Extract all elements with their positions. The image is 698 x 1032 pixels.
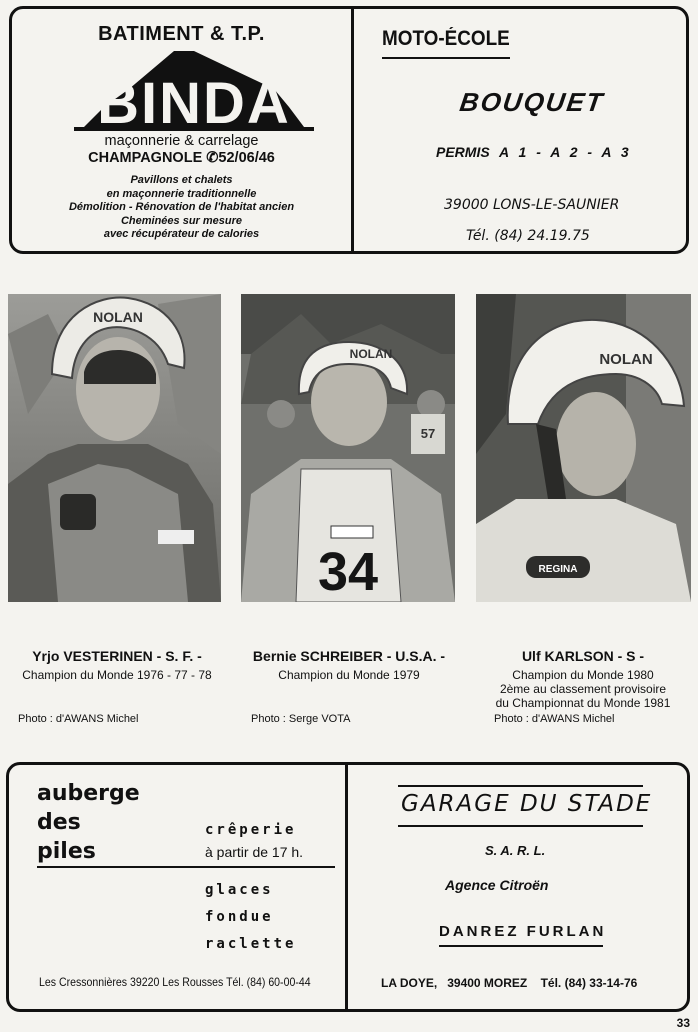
rider-name-vesterinen: Yrjo VESTERINEN - S. F. - bbox=[32, 648, 202, 664]
photo-credit-karlson: Photo : d'AWANS Michel bbox=[494, 713, 615, 725]
auberge-address: Les Cressonnières 39220 Les Rousses Tél. (84) 60-00-44 bbox=[39, 975, 311, 989]
rider-extra-karlson: 2ème au classement provisoire bbox=[499, 682, 667, 696]
garage-address: LA DOYE, 39400 MOREZ Tél. (84) 33-14-76 bbox=[381, 976, 638, 990]
svg-text:57: 57 bbox=[420, 426, 436, 441]
auberge-menu-item: glaces bbox=[205, 882, 274, 898]
garage-agence: Agence Citroën bbox=[445, 877, 549, 893]
garage-title: GARAGE DU STADE bbox=[401, 791, 653, 817]
rider-name-schreiber: Bernie SCHREIBER - U.S.A. - bbox=[252, 648, 446, 664]
rider-title-schreiber: Champion du Monde 1979 bbox=[278, 668, 420, 682]
garage-bottom-rule bbox=[398, 825, 643, 827]
binda-logo-text: BINDA bbox=[97, 71, 291, 135]
rider-title-vesterinen: Champion du Monde 1976 - 77 - 78 bbox=[22, 668, 212, 682]
bottom-ad-box bbox=[6, 762, 690, 1012]
binda-desc-line: Cheminées sur mesure bbox=[120, 214, 243, 227]
auberge-title-line: des bbox=[37, 810, 81, 835]
auberge-title bbox=[37, 779, 140, 866]
moto-title-underline bbox=[382, 57, 510, 59]
binda-town-phone: CHAMPAGNOLE ✆52/06/46 bbox=[88, 150, 275, 166]
auberge-title-line: auberge bbox=[37, 781, 140, 806]
binda-description bbox=[12, 174, 351, 242]
auberge-creperie: crêperie bbox=[205, 822, 297, 838]
bottom-ad-divider bbox=[345, 765, 348, 1009]
binda-desc-line: Démolition - Rénovation de l'habitat ancien bbox=[68, 201, 295, 213]
rider-bib-number: 34 bbox=[317, 542, 379, 602]
rider-extra-karlson: du Championnat du Monde 1981 bbox=[495, 696, 671, 710]
moto-phone: Tél. (84) 24.19.75 bbox=[466, 228, 590, 244]
garage-top-rule bbox=[398, 785, 643, 787]
auberge-hours: à partir de 17 h. bbox=[205, 844, 304, 860]
top-ad-divider bbox=[351, 9, 354, 251]
garage-owner: DANREZ FURLAN bbox=[439, 923, 607, 940]
moto-ecole-title: MOTO-ÉCOLE bbox=[382, 27, 510, 50]
helmet-brand-text: NOLAN bbox=[93, 309, 143, 325]
helmet-brand-text: NOLAN bbox=[349, 347, 393, 361]
rider-title-karlson: Champion du Monde 1980 bbox=[512, 668, 654, 682]
auberge-menu-item: raclette bbox=[205, 936, 297, 952]
binda-desc-line: en maçonnerie traditionnelle bbox=[106, 187, 257, 200]
moto-permis: PERMIS A 1 - A 2 - A 3 bbox=[436, 144, 629, 160]
auberge-menu-item: fondue bbox=[205, 909, 274, 925]
photo-credit-vesterinen: Photo : d'AWANS Michel bbox=[18, 713, 139, 725]
binda-subtitle: maçonnerie & carrelage bbox=[104, 133, 259, 149]
garage-sarl: S. A. R. L. bbox=[485, 843, 546, 858]
rider-photo-schreiber bbox=[241, 294, 455, 602]
page-number: 33 bbox=[676, 1016, 690, 1030]
auberge-title-line: piles bbox=[37, 839, 96, 864]
binda-desc-line: avec récupérateur de calories bbox=[103, 228, 260, 240]
binda-desc-line: Pavillons et chalets bbox=[130, 174, 233, 186]
moto-ecole-name: BOUQUET bbox=[457, 87, 607, 117]
rider-name-karlson: Ulf KARLSON - S - bbox=[521, 648, 645, 664]
top-ad-box bbox=[9, 6, 689, 254]
rider-photo-karlson bbox=[476, 294, 691, 602]
moto-city: 39000 LONS-LE-SAUNIER bbox=[444, 197, 620, 213]
binda-logo bbox=[74, 49, 314, 135]
rider-photo-vesterinen bbox=[8, 294, 221, 602]
binda-heading: BATIMENT & T.P. bbox=[98, 23, 265, 45]
auberge-rule bbox=[37, 866, 335, 868]
helmet-brand-text: NOLAN bbox=[599, 351, 653, 368]
garage-owner-rule bbox=[439, 945, 603, 947]
photo-credit-schreiber: Photo : Serge VOTA bbox=[251, 713, 351, 725]
svg-text:REGINA: REGINA bbox=[538, 564, 578, 575]
